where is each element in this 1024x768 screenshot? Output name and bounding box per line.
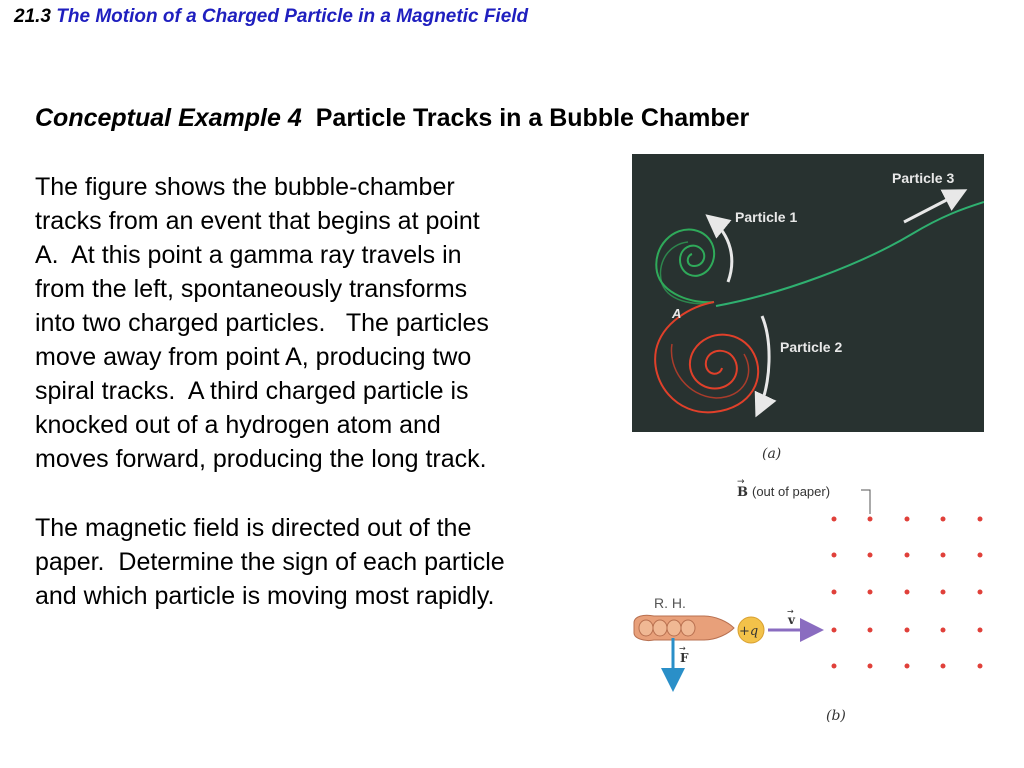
point-a-label: A	[672, 306, 682, 321]
particle3-arrow	[904, 192, 962, 222]
field-label: (out of paper)	[752, 484, 831, 499]
bubble-chamber-figure	[632, 154, 984, 432]
description-paragraph	[35, 170, 595, 476]
text-line: tracks from an event that begins at point	[35, 207, 480, 235]
field-vector-arrow: →	[737, 478, 745, 487]
right-hand-rule-svg	[624, 478, 1004, 728]
force-vector-arrow: →	[679, 644, 686, 653]
figure-a-caption: (a)	[762, 446, 782, 462]
example-title: Particle Tracks in a Bubble Chamber	[315, 104, 750, 132]
figure-b-caption: (b)	[826, 708, 846, 724]
right-hand-icon	[634, 615, 734, 640]
question-paragraph	[35, 511, 595, 613]
hand-label: R. H.	[654, 595, 686, 611]
particle2-label: Particle 2	[780, 339, 843, 355]
example-label: Conceptual Example 4	[35, 104, 302, 132]
particle1-track	[656, 229, 714, 302]
text-line: A. At this point a gamma ray travels in	[35, 241, 462, 269]
velocity-vector-arrow: →	[787, 607, 794, 616]
text-line: from the left, spontaneously transforms	[35, 275, 468, 303]
force-label: F	[680, 651, 689, 665]
text-line: into two charged particles. The particles	[35, 309, 489, 337]
particle3-label: Particle 3	[892, 170, 955, 186]
velocity-label: v	[788, 613, 795, 627]
section-header	[14, 6, 528, 28]
text-line: move away from point A, producing two	[35, 343, 472, 371]
text-line: knocked out of a hydrogen atom and	[35, 411, 441, 439]
text-line: moves forward, producing the long track.	[35, 445, 487, 473]
section-title: The Motion of a Charged Particle in a Magnetic Field	[56, 6, 529, 27]
particle2-arrow	[758, 316, 769, 412]
field-dots	[832, 517, 983, 669]
right-hand-rule-figure	[624, 478, 1004, 728]
particle1-label: Particle 1	[735, 209, 798, 225]
text-line: and which particle is moving most rapidly.	[35, 582, 495, 610]
text-line: spiral tracks. A third charged particle is	[35, 377, 469, 405]
field-leader-line	[861, 490, 870, 514]
bubble-chamber-svg	[632, 154, 984, 432]
section-number: 21.3	[14, 6, 51, 27]
text-line: The magnetic field is directed out of the	[35, 514, 472, 542]
text-line: paper. Determine the sign of each particle	[35, 548, 505, 576]
charge-label: +q	[739, 624, 759, 639]
example-heading	[35, 104, 749, 133]
text-line: The figure shows the bubble-chamber	[35, 173, 455, 201]
field-symbol: B	[737, 485, 748, 500]
